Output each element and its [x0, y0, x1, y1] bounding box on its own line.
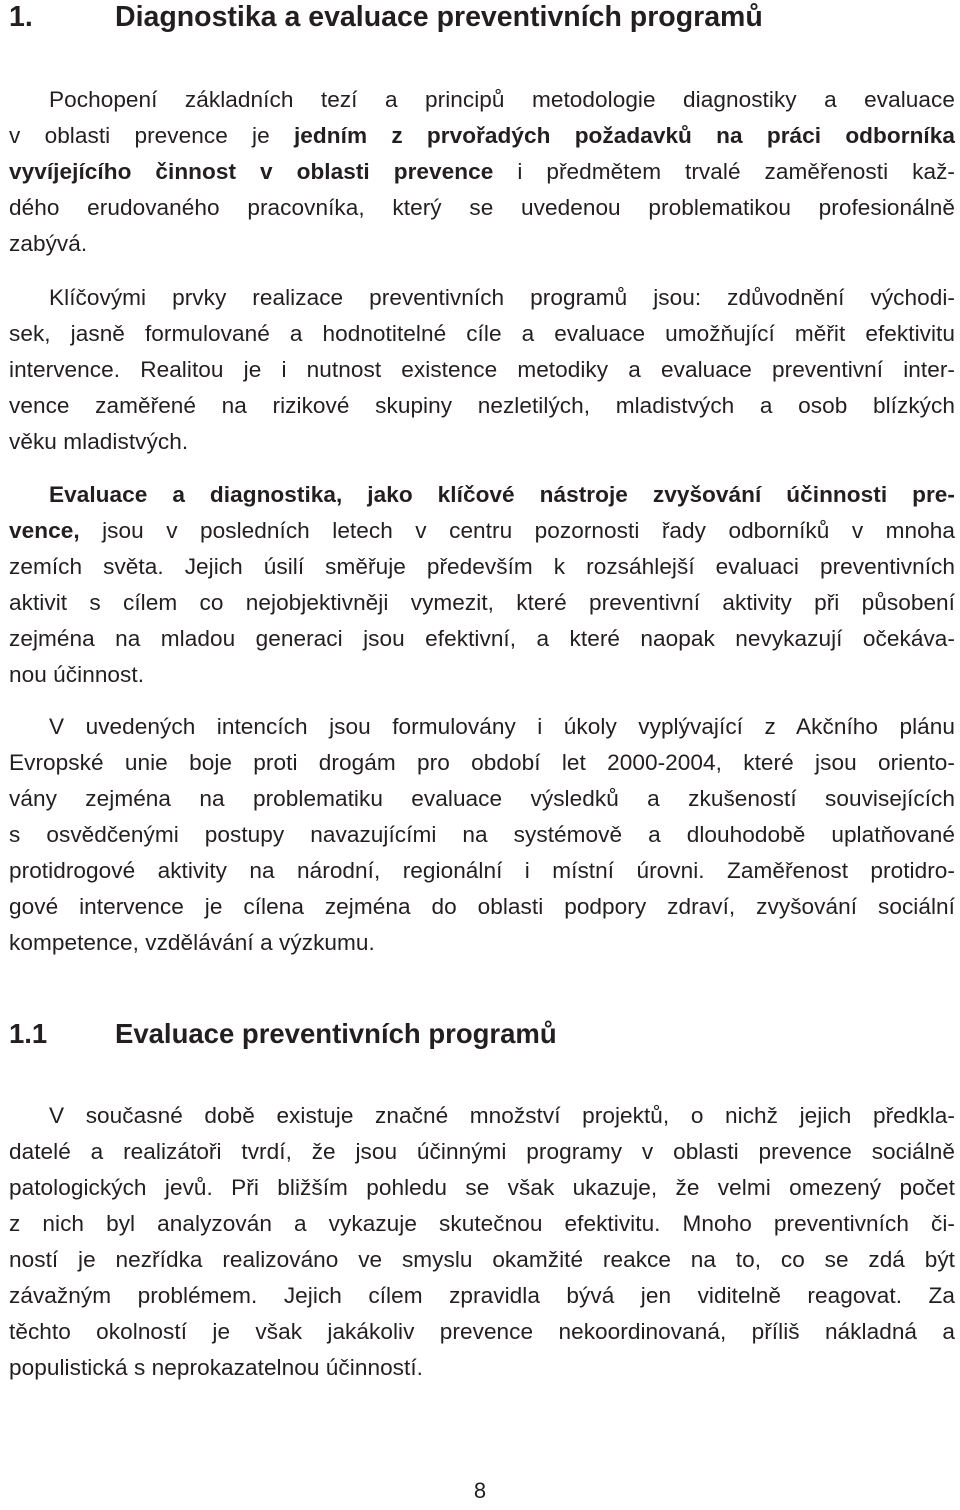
- text-segment: V uvedených intencích jsou formulovány i úkoly vyplývající z Akčního plánu: [49, 714, 955, 739]
- bold-text: jedním z prvořadých požadavků na práci odborníka: [293, 123, 955, 148]
- paragraph-2: [9, 280, 955, 460]
- text-line: [9, 1206, 955, 1242]
- text-segment: těchto okolností je však jakákoliv prevence nekoordinovaná, příliš nákladná a: [9, 1319, 955, 1344]
- text-line: [9, 1242, 955, 1278]
- text-line: [9, 513, 955, 549]
- section-title: Diagnostika a evaluace preventivních programů: [115, 1, 763, 33]
- text-line: [9, 1170, 955, 1206]
- text-segment: s osvědčenými postupy navazujícími na systémově a dlouhodobě uplatňované: [9, 822, 955, 847]
- section-heading: [9, 1, 763, 34]
- text-segment: zabývá.: [9, 231, 88, 256]
- text-segment: Pochopení základních tezí a principů metodologie diagnostiky a evaluace: [49, 87, 955, 112]
- text-line: [9, 82, 955, 118]
- text-line: [9, 549, 955, 585]
- text-line: [9, 709, 955, 745]
- text-line: [9, 316, 955, 352]
- text-line: [9, 1278, 955, 1314]
- text-line: [9, 352, 955, 388]
- text-segment: protidrogové aktivity na národní, regionální i místní úrovni. Zaměřenost protidro-: [9, 858, 955, 883]
- section-number: 1.: [9, 1, 33, 33]
- text-line: [9, 585, 955, 621]
- paragraph-3: [9, 477, 955, 693]
- subsection-paragraph-1: [9, 1098, 955, 1386]
- text-line: [9, 190, 955, 226]
- text-segment: patologických jevů. Při bližším pohledu se však ukazuje, že velmi omezený počet: [9, 1175, 955, 1200]
- bold-text: Evaluace a diagnostika, jako klíčové nástroje zvyšování účinnosti pre-: [49, 482, 955, 507]
- text-segment: gové intervence je cílena zejména do oblasti podpory zdraví, zvyšování sociální: [9, 894, 955, 919]
- text-segment: vány zejména na problematiku evaluace výsledků a zkušeností souvisejících: [9, 786, 955, 811]
- text-segment: sek, jasně formulované a hodnotitelné cíle a evaluace umožňující měřit efektivitu: [9, 321, 955, 346]
- subsection-heading: [9, 1018, 557, 1050]
- page-number: 8: [473, 1478, 487, 1503]
- bold-text: vence,: [9, 518, 80, 543]
- text-segment: dého erudovaného pracovníka, který se uvedenou problematikou profesionálně: [9, 195, 955, 220]
- text-line: [9, 1350, 955, 1386]
- text-segment: populistická s neprokazatelnou účinností.: [9, 1355, 424, 1380]
- text-segment: intervence. Realitou je i nutnost existence metodiky a evaluace preventivní inter-: [9, 357, 955, 382]
- text-line: [9, 925, 955, 961]
- text-segment: vence zaměřené na rizikové skupiny nezletilých, mladistvých a osob blízkých: [9, 393, 955, 418]
- text-segment: věku mladistvých.: [9, 429, 189, 454]
- text-line: [9, 1134, 955, 1170]
- text-line: [9, 817, 955, 853]
- subsection-number: 1.1: [9, 1018, 48, 1049]
- text-segment: z nich byl analyzován a vykazuje skutečnou efektivitu. Mnoho preventivních či-: [9, 1211, 955, 1236]
- text-segment: v oblasti prevence je: [9, 123, 294, 148]
- text-line: [9, 280, 955, 316]
- text-segment: zejména na mladou generaci jsou efektivní, a které naopak nevykazují očekáva-: [9, 626, 955, 651]
- text-segment: datelé a realizátoři tvrdí, že jsou účinnými programy v oblasti prevence sociálně: [9, 1139, 955, 1164]
- text-line: [9, 388, 955, 424]
- text-segment: Klíčovými prvky realizace preventivních programů jsou: zdůvodnění východi-: [49, 285, 955, 310]
- text-segment: i předmětem trvalé zaměřenosti kaž-: [493, 159, 955, 184]
- text-line: [9, 657, 955, 693]
- text-line: [9, 621, 955, 657]
- text-line: [9, 853, 955, 889]
- bold-text: vyvíjejícího činnost v oblasti prevence: [9, 159, 494, 184]
- text-line: [9, 226, 955, 262]
- text-segment: V současné době existuje značné množství projektů, o nichž jejich předkla-: [49, 1103, 955, 1128]
- paragraph-4: [9, 709, 955, 961]
- text-segment: závažným problémem. Jejich cílem zpravidla bývá jen viditelně reagovat. Za: [9, 1283, 955, 1308]
- text-line: [9, 745, 955, 781]
- text-line: [9, 477, 955, 513]
- text-line: [9, 154, 955, 190]
- subsection-title: Evaluace preventivních programů: [115, 1018, 557, 1049]
- text-segment: ností je nezřídka realizováno ve smyslu okamžité reakce na to, co se zdá být: [9, 1247, 955, 1272]
- text-line: [9, 889, 955, 925]
- paragraph-1: [9, 82, 955, 262]
- text-line: [9, 781, 955, 817]
- text-segment: kompetence, vzdělávání a výzkumu.: [9, 930, 375, 955]
- text-line: [9, 1098, 955, 1134]
- text-segment: jsou v posledních letech v centru pozornosti řady odborníků v mnoha: [79, 518, 955, 543]
- text-segment: aktivit s cílem co nejobjektivněji vymezit, které preventivní aktivity při působení: [9, 590, 955, 615]
- text-segment: nou účinnost.: [9, 662, 145, 687]
- text-line: [9, 424, 955, 460]
- text-segment: zemích světa. Jejich úsilí směřuje především k rozsáhlejší evaluaci preventivních: [9, 554, 955, 579]
- text-line: [9, 1314, 955, 1350]
- text-line: [9, 118, 955, 154]
- text-segment: Evropské unie boje proti drogám pro období let 2000-2004, které jsou oriento-: [9, 750, 955, 775]
